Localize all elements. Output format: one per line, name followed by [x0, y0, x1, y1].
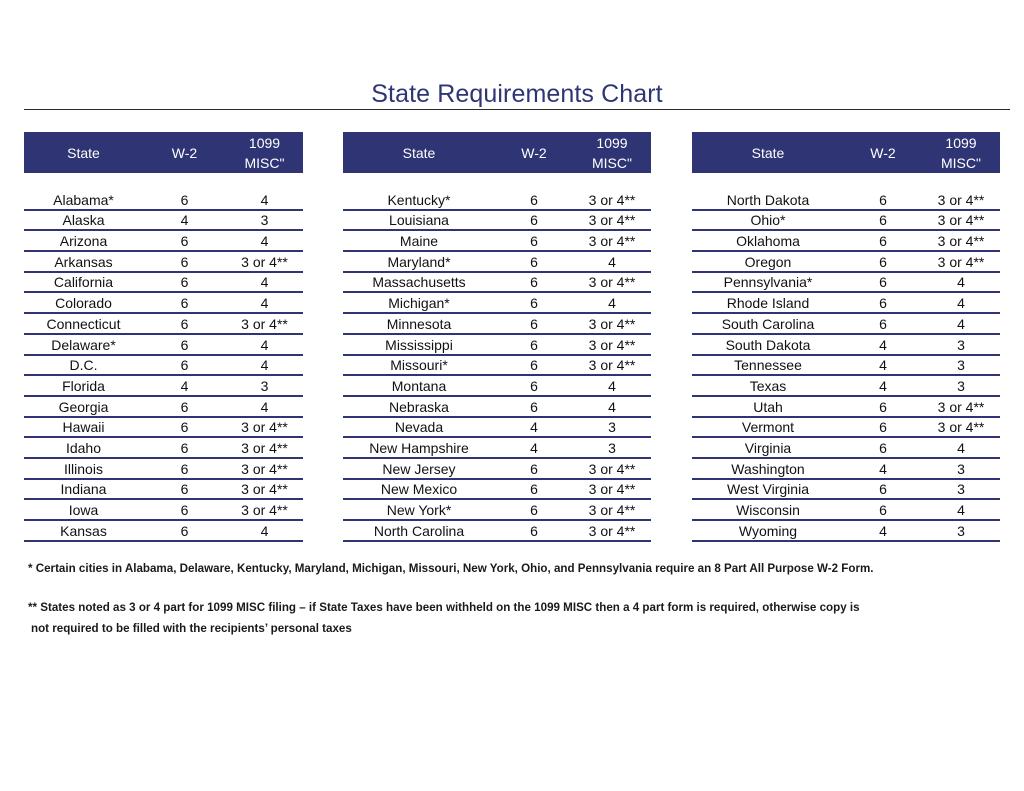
cell-state: New Hampshire [369, 439, 469, 456]
table-row [343, 521, 651, 542]
cell-1099-misc: 3 or 4** [588, 460, 636, 477]
cell-w2: 4 [530, 439, 538, 456]
cell-state: Minnesota [386, 315, 452, 332]
cell-1099-misc: 4 [957, 502, 965, 518]
cell-w2: 6 [180, 460, 189, 477]
cell-state: New Jersey [382, 460, 456, 477]
table-row [24, 418, 303, 439]
cell-w2: 6 [180, 502, 189, 518]
table-row [692, 190, 1000, 211]
cell-1099-misc: 3 [957, 336, 965, 353]
cell-w2: 6 [180, 253, 189, 270]
table-row [692, 293, 1000, 314]
cell-state: Tennessee [734, 357, 802, 374]
cell-1099-misc: 4 [260, 336, 269, 353]
table-row [343, 418, 651, 439]
table-row [24, 252, 303, 273]
cell-1099-misc: 4 [260, 522, 269, 539]
header-1099-line2: MISC" [941, 154, 981, 171]
cell-state: Virginia [744, 439, 792, 456]
cell-1099-misc: 3 or 4** [588, 191, 636, 208]
cell-state: New York* [386, 502, 452, 518]
cell-1099-misc: 4 [260, 357, 269, 374]
cell-state: Ohio* [750, 212, 786, 229]
cell-w2: 6 [879, 439, 887, 456]
table-row [692, 231, 1000, 252]
cell-1099-misc: 3 or 4** [588, 315, 636, 332]
cell-1099-misc: 4 [260, 191, 269, 208]
table-row [343, 356, 651, 377]
cell-w2: 6 [879, 419, 887, 436]
cell-1099-misc: 3 or 4** [241, 481, 288, 498]
cell-state: Iowa [68, 502, 99, 518]
header-state: State [751, 144, 785, 161]
cell-state: Kansas [60, 522, 107, 539]
table-row [24, 521, 303, 542]
cell-w2: 4 [879, 336, 887, 353]
cell-w2: 6 [530, 253, 538, 270]
cell-1099-misc: 3 or 4** [588, 336, 636, 353]
header-1099-line2: MISC" [244, 154, 285, 171]
cell-state: Indiana [60, 481, 107, 498]
cell-w2: 6 [180, 315, 189, 332]
cell-state: Nevada [394, 419, 444, 436]
cell-1099-misc: 3 or 4** [241, 502, 288, 518]
cell-1099-misc: 4 [608, 253, 616, 270]
cell-1099-misc: 3 or 4** [937, 191, 985, 208]
cell-w2: 4 [180, 212, 189, 229]
cell-1099-misc: 3 or 4** [937, 212, 985, 229]
table-row [24, 397, 303, 418]
header-w2: W-2 [870, 144, 896, 161]
cell-w2: 6 [879, 253, 887, 270]
cell-w2: 6 [530, 295, 538, 312]
header-state: State [67, 144, 100, 161]
header-w2: W-2 [171, 144, 198, 161]
cell-state: Pennsylvania* [723, 274, 813, 291]
page-title: State Requirements Chart [371, 80, 663, 108]
table-row [692, 335, 1000, 356]
header-1099-misc [573, 133, 651, 173]
cell-1099-misc: 4 [260, 274, 269, 291]
cell-state: Alabama* [53, 191, 114, 208]
table-row [343, 438, 651, 459]
cell-1099-misc: 3 or 4** [588, 481, 636, 498]
cell-state: Maryland* [387, 253, 451, 270]
cell-state: Texas [749, 377, 787, 394]
table-header [343, 132, 651, 173]
cell-1099-misc: 3 or 4** [588, 357, 636, 374]
cell-w2: 4 [879, 357, 887, 374]
table-row [692, 314, 1000, 335]
header-1099-line2: MISC" [592, 154, 632, 171]
cell-w2: 4 [879, 522, 887, 539]
cell-state: North Dakota [726, 191, 810, 208]
cell-w2: 6 [530, 336, 538, 353]
cell-w2: 6 [879, 212, 887, 229]
state-table-2 [343, 132, 651, 542]
cell-w2: 6 [530, 357, 538, 374]
cell-w2: 6 [530, 191, 538, 208]
cell-1099-misc: 3 [957, 481, 965, 498]
cell-w2: 6 [180, 295, 189, 312]
cell-w2: 6 [180, 357, 189, 374]
table-row [692, 459, 1000, 480]
cell-1099-misc: 4 [608, 295, 616, 312]
footnote-1099-line2: not required to be filled with the recipients’ personal taxes [31, 622, 352, 635]
table-row [692, 252, 1000, 273]
table-row [692, 273, 1000, 294]
table-header [24, 132, 303, 173]
cell-w2: 6 [879, 481, 887, 498]
cell-w2: 6 [180, 191, 189, 208]
table-row [24, 356, 303, 377]
header-1099-misc [922, 133, 1000, 173]
cell-state: Delaware* [51, 336, 116, 353]
table-body [692, 190, 1000, 542]
table-row [343, 376, 651, 397]
cell-1099-misc: 3 or 4** [937, 398, 985, 415]
cell-state: Oklahoma [736, 233, 800, 250]
table-row [343, 293, 651, 314]
cell-state: Wisconsin [736, 502, 800, 518]
cell-state: Nebraska [389, 398, 449, 415]
cell-state: West Virginia [727, 481, 809, 498]
cell-1099-misc: 3 or 4** [241, 439, 288, 456]
cell-w2: 6 [879, 295, 887, 312]
cell-w2: 4 [530, 419, 538, 436]
cell-1099-misc: 4 [957, 315, 965, 332]
cell-w2: 6 [180, 419, 189, 436]
header-1099-misc [226, 133, 303, 173]
cell-1099-misc: 4 [957, 439, 965, 456]
cell-1099-misc: 4 [957, 274, 965, 291]
table-row [343, 314, 651, 335]
cell-state: Illinois [64, 460, 103, 477]
cell-state: Kentucky* [387, 191, 451, 208]
cell-1099-misc: 3 or 4** [937, 233, 985, 250]
table-row [692, 480, 1000, 501]
cell-w2: 4 [879, 377, 887, 394]
cell-1099-misc: 3 or 4** [241, 460, 288, 477]
table-row [343, 231, 651, 252]
cell-1099-misc: 3 or 4** [937, 419, 985, 436]
table-row [24, 335, 303, 356]
cell-w2: 6 [530, 377, 538, 394]
cell-state: Massachusetts [372, 274, 466, 291]
cell-1099-misc: 3 [260, 377, 269, 394]
title-divider [24, 109, 1010, 110]
header-1099-line1: 1099 [945, 134, 977, 151]
state-table-1 [24, 132, 303, 542]
cell-state: Louisiana [389, 212, 449, 229]
table-row [24, 211, 303, 232]
cell-state: Arizona [59, 233, 108, 250]
table-row [24, 480, 303, 501]
cell-1099-misc: 3 [608, 439, 616, 456]
table-row [692, 211, 1000, 232]
cell-w2: 6 [180, 233, 189, 250]
cell-w2: 6 [879, 398, 887, 415]
table-row [24, 190, 303, 211]
footnote-1099-line1: ** States noted as 3 or 4 part for 1099 MISC filing – if State Taxes have been withheld on the 1099 MISC then a 4 part form is required, otherwise copy is [28, 601, 860, 614]
table-row [343, 480, 651, 501]
cell-state: Alaska [62, 212, 105, 229]
cell-state: Utah [753, 398, 783, 415]
cell-w2: 6 [180, 481, 189, 498]
cell-1099-misc: 3 or 4** [588, 212, 636, 229]
cell-state: Wyoming [738, 522, 798, 539]
table-body [343, 190, 651, 542]
cell-w2: 6 [180, 522, 189, 539]
cell-1099-misc: 3 [957, 357, 965, 374]
state-table-3 [692, 132, 1000, 542]
header-w2: W-2 [521, 144, 547, 161]
cell-1099-misc: 4 [260, 398, 269, 415]
cell-state: Connecticut [46, 315, 121, 332]
cell-1099-misc: 3 [957, 460, 965, 477]
table-row [692, 500, 1000, 521]
table-row [343, 252, 651, 273]
cell-state: Idaho [65, 439, 102, 456]
table-row [343, 335, 651, 356]
cell-state: North Carolina [373, 522, 465, 539]
cell-1099-misc: 3 [260, 212, 269, 229]
cell-1099-misc: 3 or 4** [937, 253, 985, 270]
cell-w2: 6 [530, 522, 538, 539]
table-row [24, 376, 303, 397]
table-body [24, 190, 303, 542]
cell-state: California [53, 274, 114, 291]
cell-w2: 6 [180, 274, 189, 291]
table-row [343, 211, 651, 232]
cell-state: Rhode Island [726, 295, 810, 312]
cell-1099-misc: 3 or 4** [588, 502, 636, 518]
cell-state: Michigan* [388, 295, 450, 312]
table-row [343, 273, 651, 294]
cell-1099-misc: 3 or 4** [588, 233, 636, 250]
cell-w2: 6 [879, 502, 887, 518]
cell-1099-misc: 3 or 4** [241, 253, 288, 270]
cell-1099-misc: 3 [957, 377, 965, 394]
table-row [343, 459, 651, 480]
cell-w2: 6 [530, 274, 538, 291]
cell-1099-misc: 3 or 4** [241, 315, 288, 332]
cell-1099-misc: 3 or 4** [588, 274, 636, 291]
cell-state: Montana [391, 377, 447, 394]
cell-1099-misc: 4 [260, 295, 269, 312]
table-row [692, 397, 1000, 418]
cell-state: Missouri* [390, 357, 448, 374]
cell-w2: 6 [879, 315, 887, 332]
cell-w2: 6 [180, 439, 189, 456]
cell-state: South Dakota [725, 336, 811, 353]
cell-state: Mississippi [385, 336, 453, 353]
table-row [692, 376, 1000, 397]
cell-1099-misc: 3 or 4** [588, 522, 636, 539]
cell-w2: 6 [530, 233, 538, 250]
header-state: State [402, 144, 436, 161]
table-row [692, 418, 1000, 439]
table-row [24, 273, 303, 294]
cell-1099-misc: 4 [608, 377, 616, 394]
footnote-cities: * Certain cities in Alabama, Delaware, Kentucky, Maryland, Michigan, Missouri, New York, Ohio, and Pennsylvania require an 8 Part All Purpose W-2 Form. [28, 562, 874, 575]
cell-1099-misc: 4 [260, 233, 269, 250]
table-row [692, 438, 1000, 459]
table-row [24, 500, 303, 521]
table-row [692, 356, 1000, 377]
cell-w2: 6 [180, 336, 189, 353]
cell-w2: 4 [180, 377, 189, 394]
cell-w2: 6 [530, 398, 538, 415]
cell-state: South Carolina [721, 315, 815, 332]
header-1099-line1: 1099 [248, 134, 281, 151]
table-row [343, 397, 651, 418]
cell-w2: 6 [530, 212, 538, 229]
cell-w2: 6 [879, 274, 887, 291]
cell-w2: 6 [530, 460, 538, 477]
cell-state: Vermont [741, 419, 795, 436]
cell-1099-misc: 3 [957, 522, 965, 539]
cell-w2: 6 [530, 502, 538, 518]
cell-w2: 6 [879, 191, 887, 208]
header-1099-line1: 1099 [596, 134, 628, 151]
cell-1099-misc: 3 or 4** [241, 419, 288, 436]
cell-w2: 4 [879, 460, 887, 477]
cell-state: Colorado [55, 295, 112, 312]
cell-w2: 6 [180, 398, 189, 415]
cell-state: Georgia [58, 398, 109, 415]
table-row [24, 438, 303, 459]
cell-state: Hawaii [62, 419, 105, 436]
cell-state: Maine [399, 233, 439, 250]
cell-1099-misc: 3 [608, 419, 616, 436]
cell-w2: 6 [530, 315, 538, 332]
cell-state: Florida [62, 377, 105, 394]
cell-state: Washington [731, 460, 805, 477]
table-row [343, 500, 651, 521]
cell-state: Oregon [744, 253, 792, 270]
cell-w2: 6 [530, 481, 538, 498]
cell-w2: 6 [879, 233, 887, 250]
table-row [24, 231, 303, 252]
table-row [24, 293, 303, 314]
cell-state: D.C. [69, 357, 98, 374]
cell-state: New Mexico [380, 481, 458, 498]
table-row [692, 521, 1000, 542]
table-row [343, 190, 651, 211]
cell-1099-misc: 4 [608, 398, 616, 415]
table-header [692, 132, 1000, 173]
cell-state: Arkansas [54, 253, 113, 270]
cell-1099-misc: 4 [957, 295, 965, 312]
table-row [24, 459, 303, 480]
table-row [24, 314, 303, 335]
